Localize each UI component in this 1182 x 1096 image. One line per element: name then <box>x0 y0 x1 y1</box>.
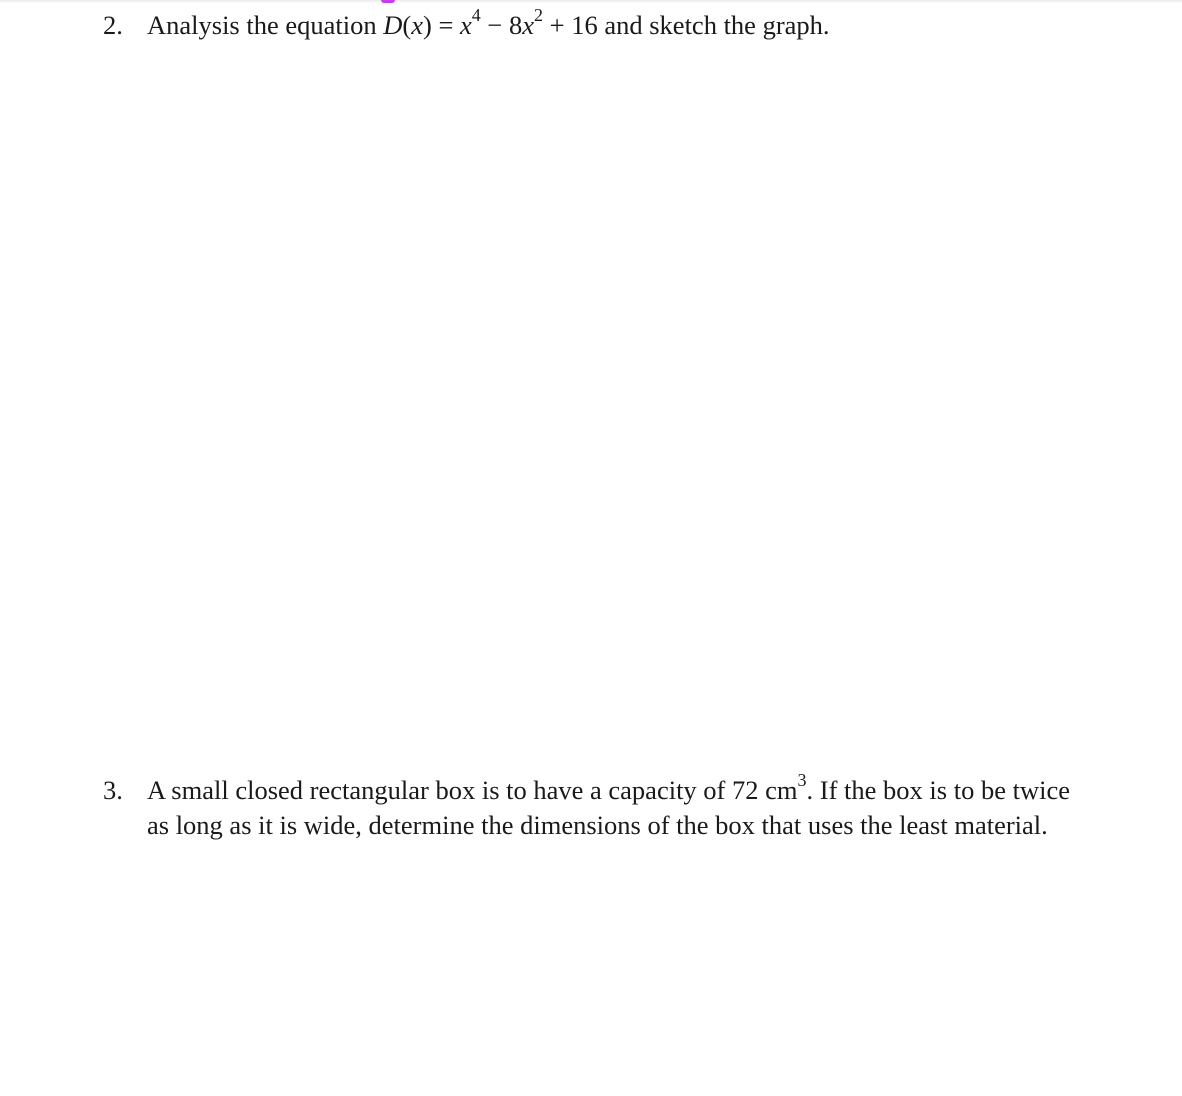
term1-base: x <box>460 10 472 40</box>
equals-sign: = <box>438 10 454 40</box>
unit-exponent: 3 <box>797 770 807 791</box>
term2-exponent: 2 <box>534 5 544 26</box>
term2-base: x <box>522 10 535 40</box>
paren-close: ) <box>422 10 432 40</box>
operator-1: − <box>487 10 503 40</box>
line1-text-before: A small closed rectangular box is to have a capacity of 72 cm <box>147 775 798 805</box>
question-line-1 <box>147 770 1070 808</box>
paren-open: ( <box>402 10 412 40</box>
question-text-after: and sketch the graph. <box>604 10 830 40</box>
function-variable: x <box>411 10 423 40</box>
function-name: D <box>383 10 403 40</box>
question-number: 3. <box>103 775 123 805</box>
operator-2: + <box>549 10 565 40</box>
question-text-before: Analysis the equation <box>147 10 377 40</box>
page-top-edge <box>0 0 1182 3</box>
question-number: 2. <box>103 10 123 40</box>
term1-exponent: 4 <box>471 5 481 26</box>
term2-coefficient: 8 <box>509 10 523 40</box>
question-line-2: as long as it is wide, determine the dimensions of the box that uses the least material. <box>147 810 1048 840</box>
line1-text-after: . If the box is to be twice <box>806 775 1070 805</box>
constant-term: 16 <box>571 10 598 40</box>
annotation-mark <box>381 0 395 3</box>
question-text <box>147 5 830 43</box>
